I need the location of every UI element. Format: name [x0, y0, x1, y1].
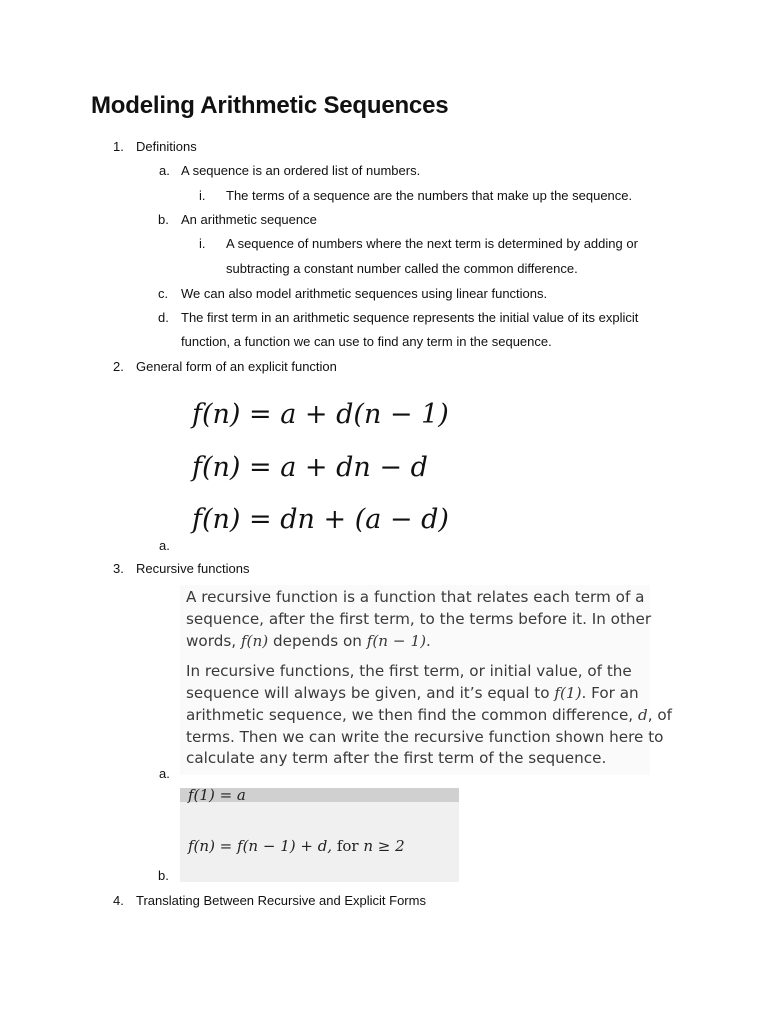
list-marker-1a: a.	[159, 163, 170, 178]
section-heading-definitions: Definitions	[136, 139, 197, 154]
definition-common-difference-line1: A sequence of numbers where the next term is determined by adding or	[226, 236, 638, 251]
recursive-p2-line5: calculate any term after the first term of the sequence.	[186, 749, 607, 767]
list-number-3: 3.	[113, 561, 124, 576]
list-marker-3a: a.	[159, 766, 170, 781]
first-term-note-line1: The first term in an arithmetic sequence represents the initial value of its explicit	[181, 310, 639, 325]
recursive-formula-general: f(n) = f(n − 1) + d, for n ≥ 2	[188, 837, 405, 855]
first-term-note-line2: function, a function we can use to find any term in the sequence.	[181, 334, 552, 349]
list-number-1: 1.	[113, 139, 124, 154]
recursive-formula-image	[180, 788, 459, 882]
definition-sequence: A sequence is an ordered list of numbers.	[181, 163, 421, 178]
recursive-p1-line1: A recursive function is a function that relates each term of a	[186, 588, 645, 606]
recursive-p1-line3: words, f(n) depends on f(n − 1).	[186, 632, 431, 650]
list-marker-1ai: i.	[199, 188, 206, 203]
section-heading-translating: Translating Between Recursive and Explicit Forms	[136, 893, 426, 908]
linear-functions-note: We can also model arithmetic sequences using linear functions.	[181, 286, 548, 301]
definition-arithmetic-sequence: An arithmetic sequence	[181, 212, 317, 227]
recursive-formula-initial: f(1) = a	[188, 786, 246, 804]
recursive-p2-line3: arithmetic sequence, we then find the common difference, d, of	[186, 706, 672, 724]
recursive-p2-line4: terms. Then we can write the recursive function shown here to	[186, 728, 664, 746]
list-marker-1b: b.	[158, 212, 169, 227]
section-heading-explicit: General form of an explicit function	[136, 359, 337, 374]
list-marker-1bi: i.	[199, 236, 206, 251]
definition-common-difference-line2: subtracting a constant number called the common difference.	[226, 261, 578, 276]
definition-terms: The terms of a sequence are the numbers that make up the sequence.	[226, 188, 633, 203]
explicit-equation-3: f(n) = dn + (a − d)	[192, 504, 449, 535]
recursive-p2-line2: sequence will always be given, and it’s equal to f(1). For an	[186, 684, 639, 702]
explicit-equation-1: f(n) = a + d(n − 1)	[192, 399, 449, 430]
list-marker-1c: c.	[158, 286, 169, 301]
list-number-2: 2.	[113, 359, 124, 374]
list-marker-2a: a.	[159, 538, 170, 553]
list-number-4: 4.	[113, 893, 124, 908]
recursive-p1-line2: sequence, after the first term, to the terms before it. In other	[186, 610, 652, 628]
recursive-p2-line1: In recursive functions, the first term, or initial value, of the	[186, 662, 632, 680]
section-heading-recursive: Recursive functions	[136, 561, 250, 576]
list-marker-1d: d.	[158, 310, 169, 325]
page-title: Modeling Arithmetic Sequences	[91, 92, 449, 119]
list-marker-3b: b.	[158, 868, 169, 883]
explicit-equation-2: f(n) = a + dn − d	[192, 452, 428, 483]
